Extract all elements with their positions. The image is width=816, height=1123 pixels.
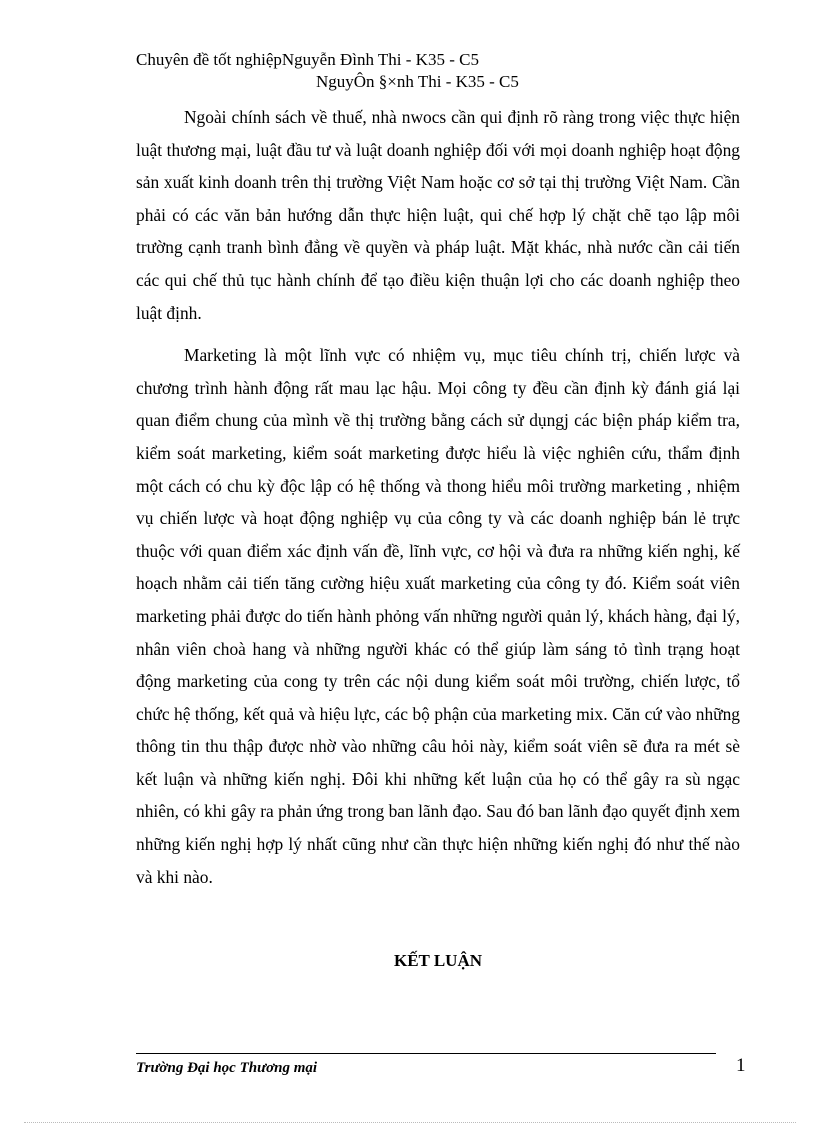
footer-divider — [136, 1053, 716, 1054]
paragraph-legal-policy: Ngoài chính sách về thuế, nhà nwocs cần qui định rõ ràng trong việc thực hiện luật thương mại, luật đầu tư và luật doanh nghiệp đối với mọi doanh nghiệp hoạt động sản xuất kinh doanh trên thị trường Việt Nam hoặc cơ sở tại thị trường Việt Nam. Cần phải có các văn bản hướng dẫn thực hiện luật, qui chế hợp lý chặt chẽ tạo lập môi trường cạnh tranh bình đẳng về quyền và pháp luật. Mặt khác, nhà nước cần cải tiến các qui chế thủ tục hành chính để tạo điều kiện thuận lợi cho các doanh nghiệp theo luật định. — [136, 107, 740, 323]
paragraph-marketing-audit: Marketing là một lĩnh vực có nhiệm vụ, mục tiêu chính trị, chiến lược và chương trình hành động rất mau lạc hậu. Mọi công ty đều cần định kỳ đánh giá lại quan điểm chung của mình về thị trường bằng cách sử dụngj các biện pháp kiểm tra, kiểm soát marketing, kiểm soát marketing được hiểu là việc nghiên cứu, thẩm định một cách có chu kỳ độc lập có hệ thống và thong hiểu môi trường marketing , nhiệm vụ chiến lược và hoạt động nghiệp vụ của công ty và các doanh nghiệp bán lẻ trực thuộc với quan điểm xác định vấn đề, lĩnh vực, cơ hội và đưa ra những kiến nghị, kế hoạch nhằm cải tiến tăng cường hiệu xuất marketing của công ty đó. Kiểm soát viên marketing phải được do tiến hành phỏng vấn những người quản lý, khách hàng, đại lý, nhân viên choà hang và những người khác có thể giúp làm sáng tỏ tình trạng hoạt động marketing của cong ty trên các nội dung kiểm soát môi trường, chiến lược, tổ chức hệ thống, kết quả và hiệu lực, các bộ phận của marketing mix. Căn cứ vào những thông tin thu thập được nhờ vào những câu hỏi này, kiểm soát viên sẽ đưa ra mét sè kết luận và những kiến nghị. Đôi khi những kết luận của họ có thể gây ra sù ngạc nhiên, có khi gây ra phản ứng trong ban lãnh đạo. Sau đó ban lãnh đạo quyết định xem những kiến nghị hợp lý nhất cũng như cần thực hiện những kiến nghị đó như thế nào và khi nào. — [136, 345, 740, 887]
body-text — [136, 101, 740, 893]
footer-school-name: Trường Đại học Thương mại — [136, 1060, 318, 1076]
page-number: 1 — [736, 1055, 746, 1076]
header-title-encoded: NguyÔn §×nh Thi - K35 - C5 — [316, 72, 519, 91]
section-title: KẾT LUẬN — [393, 951, 482, 970]
header-title: Chuyên đề tốt nghiệpNguyễn Đình Thi - K35 - C5 — [136, 50, 479, 69]
